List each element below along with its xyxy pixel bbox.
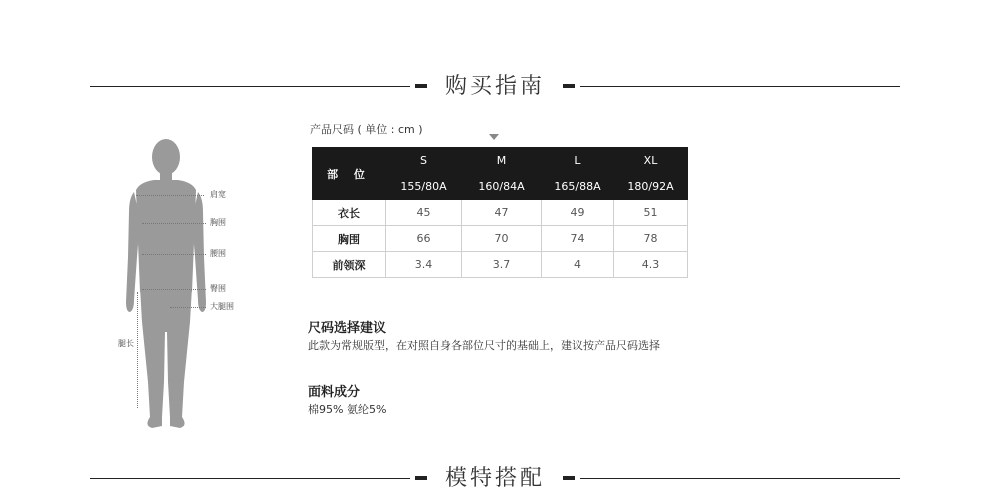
table-cell: 45: [386, 200, 462, 226]
section-header-purchase-guide: [90, 72, 900, 102]
header-divider-left: [90, 86, 410, 87]
header-dash-right: [563, 84, 575, 88]
header-dash-right: [563, 476, 575, 480]
size-advice-text: 此款为常规版型，在对照自身各部位尺寸的基础上，建议按产品尺码选择: [308, 339, 660, 352]
part-header: 部 位: [313, 148, 386, 200]
header-divider-right: [580, 478, 900, 479]
table-row: [313, 200, 688, 226]
body-measurement-figure: [110, 132, 260, 432]
size-s: S: [386, 148, 462, 174]
size-code-xl: 180/92A: [614, 174, 688, 200]
table-cell: 3.7: [462, 252, 542, 278]
waist-guide-line: [142, 254, 206, 255]
row-label-chest: 胸围: [313, 226, 386, 252]
size-xl: XL: [614, 148, 688, 174]
table-cell: 3.4: [386, 252, 462, 278]
row-label-neck-depth: 前领深: [313, 252, 386, 278]
human-silhouette-icon: [110, 132, 260, 432]
table-row: [313, 252, 688, 278]
chest-guide-line: [142, 223, 206, 224]
header-divider-right: [580, 86, 900, 87]
table-row: [313, 226, 688, 252]
shoulder-label: 肩宽: [210, 190, 226, 199]
thigh-guide-line: [170, 307, 206, 308]
hip-guide-line: [142, 289, 206, 290]
header-dash-left: [415, 476, 427, 480]
material-text: 棉95% 氨纶5%: [308, 403, 387, 416]
table-cell: 78: [614, 226, 688, 252]
table-cell: 4.3: [614, 252, 688, 278]
size-header-row: [313, 148, 688, 174]
size-code-m: 160/84A: [462, 174, 542, 200]
chest-label: 胸围: [210, 218, 226, 227]
leg-guide-line: [137, 292, 138, 408]
material-title: 面料成分: [308, 385, 361, 400]
table-cell: 4: [542, 252, 614, 278]
size-m: M: [462, 148, 542, 174]
size-l: L: [542, 148, 614, 174]
table-cell: 70: [462, 226, 542, 252]
section-title-purchase-guide: 购买指南: [444, 74, 545, 99]
section-header-model-styling: [90, 464, 900, 494]
size-table: [312, 147, 688, 278]
table-cell: 49: [542, 200, 614, 226]
size-table-caption: 产品尺码 ( 单位 : cm ): [310, 123, 423, 136]
size-code-l: 165/88A: [542, 174, 614, 200]
hip-label: 臀围: [210, 284, 226, 293]
row-label-length: 衣长: [313, 200, 386, 226]
size-code-s: 155/80A: [386, 174, 462, 200]
table-cell: 74: [542, 226, 614, 252]
waist-label: 腰围: [210, 249, 226, 258]
table-cell: 47: [462, 200, 542, 226]
header-dash-left: [415, 84, 427, 88]
thigh-label: 大腿围: [210, 302, 234, 311]
section-title-model-styling: 模特搭配: [444, 466, 545, 491]
leg-label: 腿长: [118, 339, 134, 348]
triangle-down-icon: [489, 134, 499, 140]
table-cell: 66: [386, 226, 462, 252]
header-divider-left: [90, 478, 410, 479]
size-advice-title: 尺码选择建议: [308, 321, 387, 336]
shoulder-guide-line: [136, 195, 204, 196]
table-cell: 51: [614, 200, 688, 226]
